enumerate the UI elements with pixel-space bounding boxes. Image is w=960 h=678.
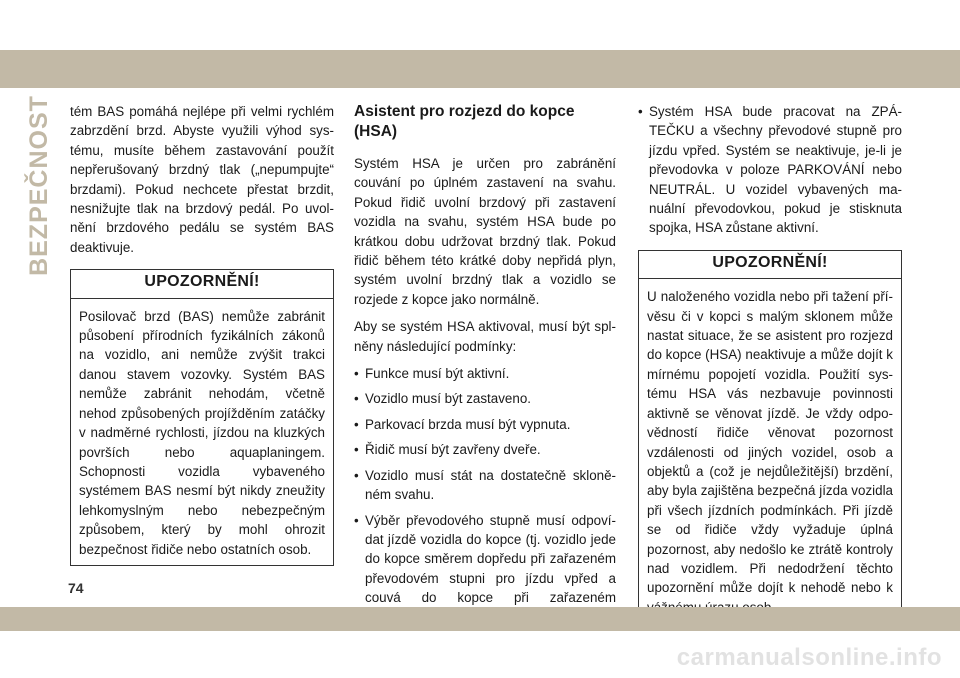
conditions-list	[354, 364, 616, 627]
list-item: • Výběr převodového stupně musí odpovídat jízdě vozidla do kopce (tj. vozidlo jede do kopce směrem dopředu při zařazeném převodovém stupni pro jízdu vpřed a couvá do kopce při zařazeném	[354, 511, 616, 627]
conditions-paragraph: Aby se systém HSA aktivoval, musí být splněny následující podmínky:	[354, 319, 616, 354]
list-item: • Vozidlo musí stát na dostatečně skloněném svahu.	[354, 466, 616, 505]
hsa-paragraph: Systém HSA je určen pro zabránění couvání po úplném zastavení na svahu. Pokud řidič uvolní brzdový při zastavení vozidla na svahu, systém HSA bude po krátkou dobu udržovat brzdný tlak. Pokud řidič během této krátké doby nepřidá plyn, systém uvolní brzdný tlak a vozidlo se rozjede z kopce jako normálně.	[354, 156, 616, 307]
warning-box-bas	[70, 269, 334, 566]
column-right	[638, 102, 902, 624]
section-tab-label: BEZPEČNOST	[24, 94, 53, 276]
warning-text: U naloženého vozidla nebo při tažení přívěsu či v kopci s malým sklonem může nastat situace, že se asistent pro rozjezd do kopce (HSA) neaktivuje a může dojít k mírnému popojetí vozidla. Použití systému HSA vás nezbavuje povinnosti aktivně se věnovat jízdě. Je vždy odpovědností řidiče věnovat pozornost vzdálenosti od jiných vozidel, osob a objektů a (což je nejdůležitější) brzdění, aby byla zajištěna bezpečná jízda vozidla při všech jízdních podmínkách. Při jízdě se od řidiče vždy vyžaduje úplná pozornost, aby nedošlo ke ztrátě kontroly nad vozidlem. Při nedodržení těchto upozornění může dojít k nehodě nebo k	[647, 289, 893, 596]
watermark: carmanualsonline.info	[676, 644, 942, 671]
footer-band	[0, 607, 960, 631]
intro-paragraph: tém BAS pomáhá nejlépe při velmi rychlém zabrzdění brzd. Abyste využili výhod systému, musíte během zastavování použít nepřerušovaný brzdný tlak („nepumpujte“ brzdami). Pokud nechcete přestat brzdit, nesnižujte tlak na brzdový pedál. Po uvolnění brzdového pedálu se systém BAS deaktivuje.	[70, 104, 334, 255]
list-item: • Funkce musí být aktivní.	[354, 364, 616, 383]
section-tab	[22, 94, 56, 276]
column-middle	[354, 102, 616, 633]
warning-title: UPOZORNĚNÍ!	[639, 251, 901, 279]
header-band	[0, 50, 960, 88]
column-left	[70, 102, 334, 566]
list-item: • Řidič musí být zavřeny dveře.	[354, 440, 616, 459]
list-item: • Systém HSA bude pracovat na ZPÁTEČKU a všechny převodové stupně pro jízdu vpřed. Systém se neaktivuje, je-li je převodovka v poloze PARKOVÁNÍ nebo NEUTRÁL. U vozidel vybavených manuální převodovkou, pokud je stisknuta spojka, HSA zůstane aktivní.	[638, 102, 902, 238]
warning-box-hsa	[638, 250, 902, 624]
warning-title: UPOZORNĚNÍ!	[71, 270, 333, 298]
list-item: • Vozidlo musí být zastaveno.	[354, 389, 616, 408]
page-number: 74	[68, 580, 84, 596]
gear-list	[638, 102, 902, 238]
section-heading: Asistent pro rozjezd do kopce (HSA)	[354, 103, 575, 140]
list-item: • Parkovací brzda musí být vypnuta.	[354, 415, 616, 434]
warning-text: Posilovač brzd (BAS) nemůže zabránit působení přírodních fyzikálních zákonů na vozidlo, ani nemůže zvýšit trakci danou stavem vozovky. Systém BAS nemůže zabránit nehodám, včetně nehod způsobených projížděním zatáčky v nadměrné rychlosti, jízdou na kluzkých površích nebo aquaplaningem. Schopnosti vozidla vybaveného systémem BAS nesmí být nikdy zneužity lehkomyslným nebo nebezpečným způsobem, který by mohl ohrozit bezpečnost řidiče nebo ostatních osob.	[79, 308, 325, 557]
